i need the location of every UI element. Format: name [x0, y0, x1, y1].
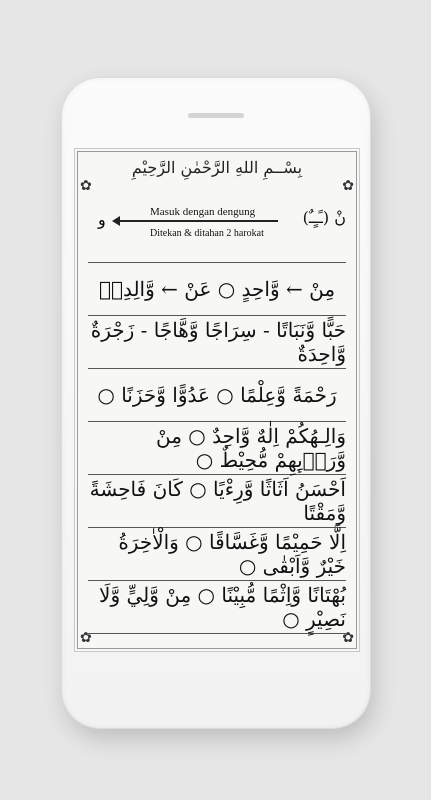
legend-line-2: Ditekan & ditahan 2 harokat: [150, 228, 264, 239]
arrow-left-icon: [118, 220, 278, 222]
ornament-icon: ✿: [342, 178, 354, 194]
example-row: اِلَّا حَمِيْمًا وَّغَسَّاقًا ○ وَالْاٰخِرَةُ خَيْرٌ وَّاَبْقٰى ○: [88, 528, 346, 581]
example-row: وَالِـهُكُمْ اِلٰهٌ وَّاحِدٌ ○ مِنْ وَّرَاۤىِٕهِمْ مُّحِيْطٌ ○: [88, 422, 346, 475]
ornament-icon: ✿: [342, 630, 354, 646]
example-row: مِنْ ← وَّاحِدٍ ○ عَنْ ← وَّالِدِهٖ: [88, 263, 346, 316]
legend-waw: و: [98, 210, 106, 229]
phone-frame: [62, 78, 370, 728]
example-row: حَبًّا وَّنَبَاتًا - سِرَاجًا وَّهَّاجًا - زَجْرَةٌ وَّاحِدَةٌ: [88, 316, 346, 369]
legend-line-1: Masuk dengan dengung: [150, 206, 256, 218]
ornament-icon: ✿: [80, 178, 92, 194]
basmala-heading: بِسْــمِ اللهِ الرَّحْمٰنِ الرَّحِيْمِ: [131, 158, 303, 177]
legend-letters: نْ (ـًـٍـٌ): [302, 208, 346, 227]
example-row: رَحْمَةً وَّعِلْمًا ○ عَدُوًّا وَّحَزَنًا ○: [88, 369, 346, 422]
screen: [74, 148, 360, 652]
tajwid-legend: [92, 200, 350, 250]
example-row: اَحْسَنُ اَثَاثًا وَّرِءْيًا ○ كَانَ فَاحِشَةً وَّمَقْتًا: [88, 475, 346, 528]
phone-speaker: [188, 113, 244, 118]
example-row: بُهْتَانًا وَّاِثْمًا مُّبِيْنًا ○ مِنْ وَّلِيٍّ وَّلَا نَصِيْرٍ ○: [88, 581, 346, 634]
ornament-icon: ✿: [80, 630, 92, 646]
example-list: [88, 262, 346, 636]
mushaf-page: [77, 151, 357, 649]
